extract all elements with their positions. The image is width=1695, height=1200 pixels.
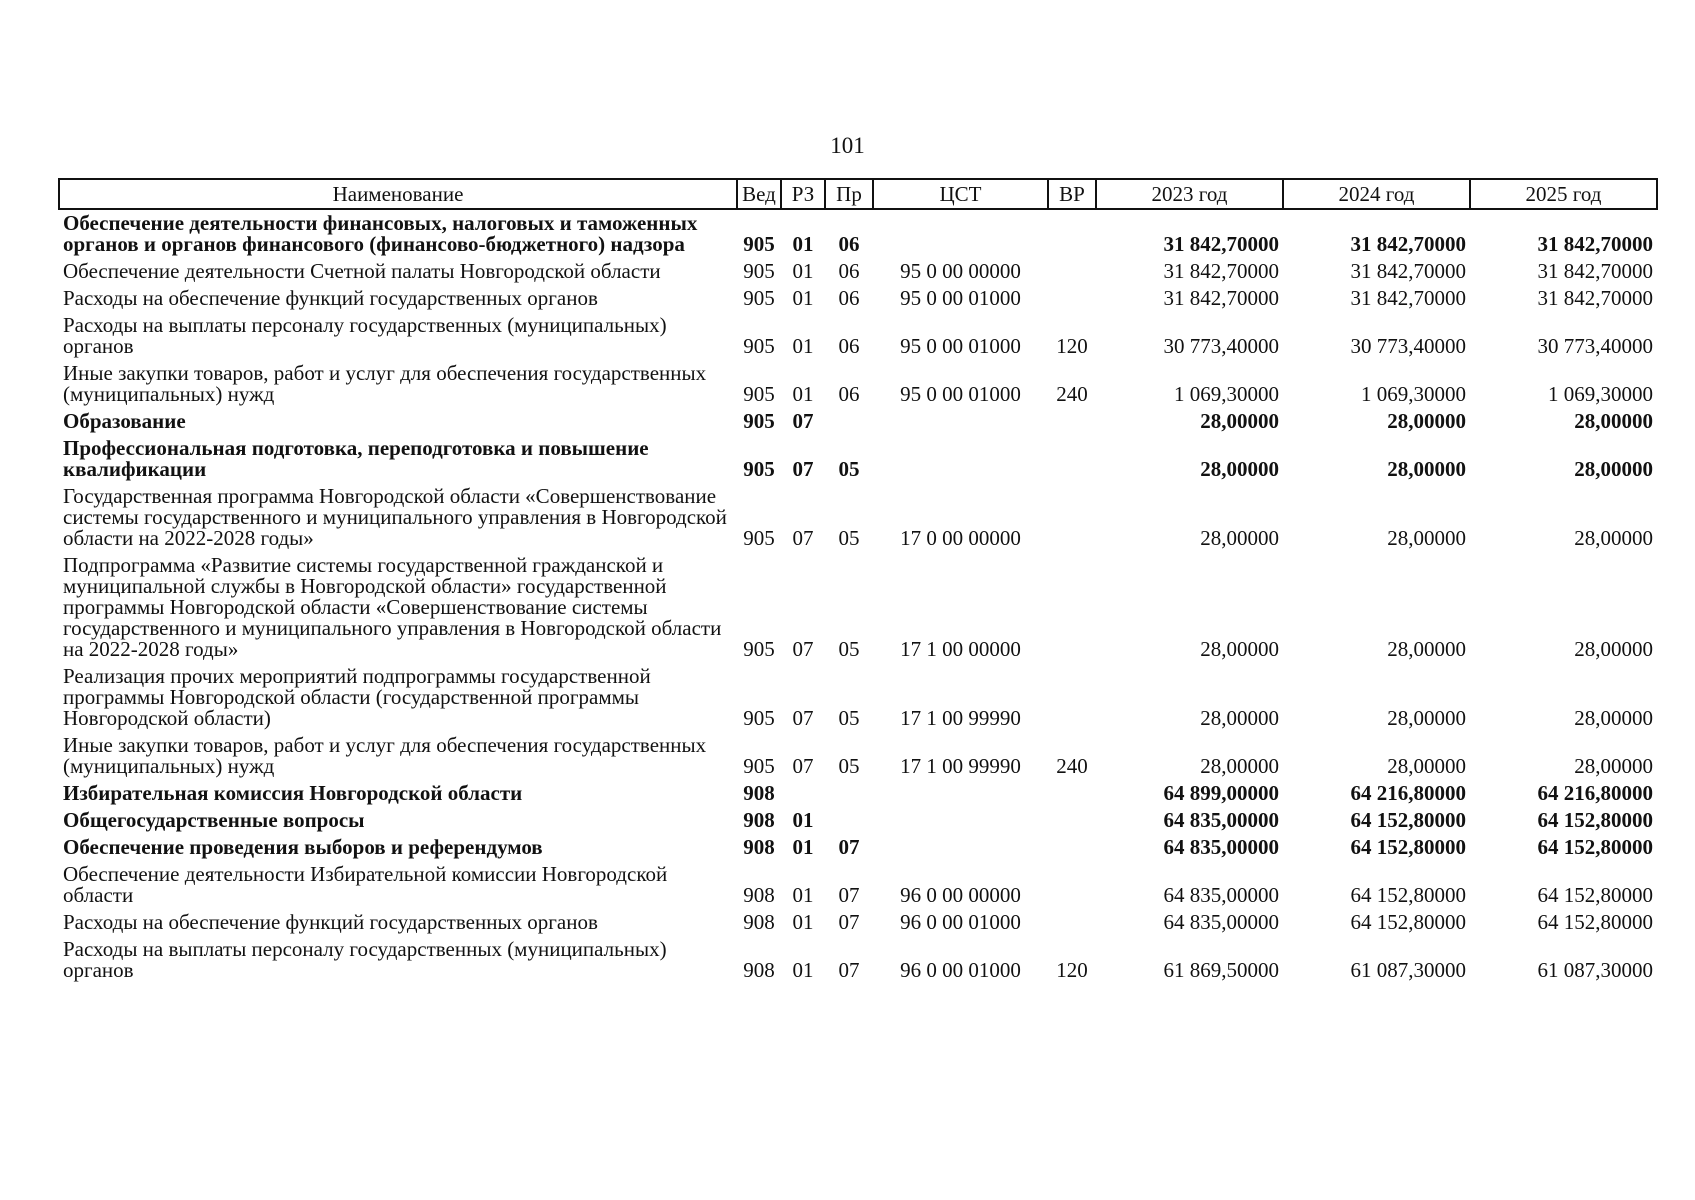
row-ved: 905 [743,259,775,283]
row-cst: 17 1 00 99990 [900,706,1021,730]
row-pr: 05 [838,526,860,550]
row-cst: 95 0 00 01000 [900,286,1021,310]
row-2023: 64 899,00000 [1163,781,1279,805]
row-name: Расходы на обеспечение функций государственных органов [63,286,598,310]
row-pr: 06 [838,286,860,310]
row-pr: 06 [838,334,860,358]
row-name: Расходы на выплаты персоналу государственных (муниципальных) органов [63,937,667,982]
row-2024: 30 773,40000 [1350,334,1466,358]
row-2024: 64 152,80000 [1350,835,1466,859]
row-cst: 96 0 00 01000 [900,958,1021,982]
row-name: Расходы на обеспечение функций государственных органов [63,910,598,934]
row-2024: 1 069,30000 [1361,382,1466,406]
row-2025: 28,00000 [1574,706,1653,730]
row-ved: 905 [743,754,775,778]
row-vr [1048,258,1096,285]
row-2025: 1 069,30000 [1548,382,1653,406]
row-2024: 31 842,70000 [1350,259,1466,283]
row-pr: 05 [838,637,860,661]
row-ved: 908 [743,781,775,805]
row-ved: 905 [743,232,775,256]
row-name: Иные закупки товаров, работ и услуг для обеспечения государственных (муниципальных) нужд [63,361,707,406]
row-2025: 61 087,30000 [1537,958,1653,982]
table-row [59,435,1657,483]
row-pr: 05 [838,754,860,778]
row-pr [825,408,873,435]
row-vr [1048,435,1096,483]
row-ved: 905 [743,706,775,730]
table-row [59,834,1657,861]
row-2023: 61 869,50000 [1163,958,1279,982]
header-vr: ВР [1048,179,1096,209]
row-2024: 64 152,80000 [1350,883,1466,907]
row-pr: 05 [838,706,860,730]
row-rz: 01 [792,910,814,934]
row-ved: 908 [743,958,775,982]
row-name: Профессиональная подготовка, переподготовка и повышение квалификации [63,436,649,481]
row-name: Подпрограмма «Развитие системы государственной гражданской и муниципальной службы в Новгородской области» государственной программы Новгородской области «Совершенствование системы государственного и муниципального управления в Новгородской области на 2022-2028 годы» [63,553,722,661]
row-cst: 96 0 00 00000 [900,883,1021,907]
row-ved: 905 [743,286,775,310]
row-ved: 905 [743,334,775,358]
row-2024: 64 152,80000 [1350,910,1466,934]
row-pr: 07 [838,958,860,982]
row-rz [781,780,825,807]
row-ved: 908 [743,835,775,859]
row-cst [873,209,1048,258]
row-vr: 240 [1056,382,1088,406]
row-2025: 30 773,40000 [1537,334,1653,358]
row-vr: 120 [1056,334,1088,358]
row-cst: 95 0 00 00000 [900,259,1021,283]
row-vr [1048,834,1096,861]
row-2023: 28,00000 [1200,637,1279,661]
row-ved: 905 [743,457,775,481]
row-2023: 64 835,00000 [1163,835,1279,859]
row-2024: 28,00000 [1387,409,1466,433]
table-row [59,408,1657,435]
row-ved: 908 [743,808,775,832]
table-row [59,312,1657,360]
table-body [59,209,1657,984]
row-2023: 31 842,70000 [1163,286,1279,310]
row-2025: 64 216,80000 [1537,781,1653,805]
row-rz: 01 [792,334,814,358]
row-name: Обеспечение проведения выборов и референдумов [63,835,543,859]
row-2023: 28,00000 [1200,409,1279,433]
row-name: Обеспечение деятельности Избирательной комиссии Новгородской области [63,862,668,907]
row-2024: 61 087,30000 [1350,958,1466,982]
header-2024: 2024 год [1283,179,1470,209]
row-cst [873,807,1048,834]
row-rz: 07 [792,637,814,661]
table-row [59,552,1657,663]
row-2025: 28,00000 [1574,409,1653,433]
row-cst: 17 0 00 00000 [900,526,1021,550]
row-2025: 64 152,80000 [1537,835,1653,859]
row-2023: 28,00000 [1200,526,1279,550]
row-rz: 07 [792,457,814,481]
header-ved: Вед [737,179,781,209]
header-pr: Пр [825,179,873,209]
row-name: Иные закупки товаров, работ и услуг для обеспечения государственных (муниципальных) нужд [63,733,707,778]
budget-table [58,178,1658,984]
row-2023: 64 835,00000 [1163,808,1279,832]
row-2023: 28,00000 [1200,706,1279,730]
row-pr: 06 [838,232,860,256]
header-rz: РЗ [781,179,825,209]
row-rz: 01 [792,835,814,859]
row-name: Общегосударственные вопросы [63,808,365,832]
row-name: Расходы на выплаты персоналу государственных (муниципальных) органов [63,313,667,358]
row-ved: 905 [743,382,775,406]
row-rz: 07 [792,526,814,550]
row-vr [1048,209,1096,258]
row-vr [1048,663,1096,732]
row-vr [1048,780,1096,807]
row-cst: 17 1 00 99990 [900,754,1021,778]
header-cst: ЦСТ [873,179,1048,209]
row-rz: 07 [792,754,814,778]
row-2025: 64 152,80000 [1537,808,1653,832]
row-cst: 96 0 00 01000 [900,910,1021,934]
row-2023: 28,00000 [1200,754,1279,778]
row-name: Реализация прочих мероприятий подпрограммы государственной программы Новгородской области (государственной программы Новгородской области) [63,664,651,730]
row-pr [825,807,873,834]
row-cst: 95 0 00 01000 [900,382,1021,406]
row-vr [1048,807,1096,834]
table-row [59,209,1657,258]
table-row [59,732,1657,780]
row-2023: 31 842,70000 [1163,259,1279,283]
row-2025: 31 842,70000 [1537,286,1653,310]
row-ved: 905 [743,526,775,550]
row-ved: 908 [743,883,775,907]
page-number: 101 [830,133,865,158]
row-cst [873,408,1048,435]
row-rz: 01 [792,259,814,283]
row-pr [825,780,873,807]
row-2024: 28,00000 [1387,637,1466,661]
row-cst: 17 1 00 00000 [900,637,1021,661]
row-cst [873,435,1048,483]
row-2024: 64 216,80000 [1350,781,1466,805]
row-ved: 905 [743,409,775,433]
table-row [59,780,1657,807]
row-2024: 31 842,70000 [1350,232,1466,256]
row-pr: 05 [838,457,860,481]
row-name: Обеспечение деятельности Счетной палаты Новгородской области [63,259,661,283]
table-row [59,936,1657,984]
table-header [59,179,1657,209]
table-row [59,285,1657,312]
row-2025: 64 152,80000 [1537,883,1653,907]
table-row [59,483,1657,552]
table-row [59,663,1657,732]
table-row [59,909,1657,936]
row-cst: 95 0 00 01000 [900,334,1021,358]
row-cst [873,834,1048,861]
row-vr: 240 [1056,754,1088,778]
row-2023: 31 842,70000 [1163,232,1279,256]
row-rz: 07 [792,706,814,730]
row-vr [1048,408,1096,435]
row-ved: 908 [743,910,775,934]
row-rz: 01 [792,958,814,982]
row-2025: 31 842,70000 [1537,259,1653,283]
table-row [59,360,1657,408]
row-cst [873,780,1048,807]
row-pr: 07 [838,835,860,859]
row-rz: 01 [792,883,814,907]
row-pr: 06 [838,259,860,283]
row-rz: 01 [792,232,814,256]
row-rz: 01 [792,382,814,406]
table-row [59,807,1657,834]
row-vr [1048,861,1096,909]
row-2024: 31 842,70000 [1350,286,1466,310]
row-2024: 28,00000 [1387,457,1466,481]
row-vr [1048,483,1096,552]
row-pr: 07 [838,883,860,907]
row-2024: 28,00000 [1387,526,1466,550]
row-name: Избирательная комиссия Новгородской области [63,781,523,805]
row-vr [1048,909,1096,936]
row-pr: 07 [838,910,860,934]
row-2025: 64 152,80000 [1537,910,1653,934]
header-2023: 2023 год [1096,179,1283,209]
table-row [59,861,1657,909]
row-2023: 28,00000 [1200,457,1279,481]
row-2025: 28,00000 [1574,457,1653,481]
header-2025: 2025 год [1470,179,1657,209]
row-2025: 31 842,70000 [1537,232,1653,256]
table-row [59,258,1657,285]
row-2024: 28,00000 [1387,706,1466,730]
row-2024: 28,00000 [1387,754,1466,778]
row-2025: 28,00000 [1574,526,1653,550]
row-2023: 1 069,30000 [1174,382,1279,406]
row-name: Обеспечение деятельности финансовых, налоговых и таможенных органов и органов финансового (финансово-бюджетного) надзора [63,211,698,256]
row-2023: 30 773,40000 [1163,334,1279,358]
row-vr [1048,552,1096,663]
row-2024: 64 152,80000 [1350,808,1466,832]
row-vr [1048,285,1096,312]
header-name: Наименование [59,179,737,209]
row-2023: 64 835,00000 [1163,883,1279,907]
row-2025: 28,00000 [1574,637,1653,661]
row-2025: 28,00000 [1574,754,1653,778]
row-2023: 64 835,00000 [1163,910,1279,934]
row-ved: 905 [743,637,775,661]
row-rz: 01 [792,286,814,310]
row-vr: 120 [1056,958,1088,982]
row-name: Образование [63,409,186,433]
row-name: Государственная программа Новгородской области «Совершенствование системы государственного и муниципального управления в Новгородской области на 2022-2028 годы» [63,484,727,550]
row-rz: 01 [792,808,814,832]
row-pr: 06 [838,382,860,406]
row-rz: 07 [792,409,814,433]
